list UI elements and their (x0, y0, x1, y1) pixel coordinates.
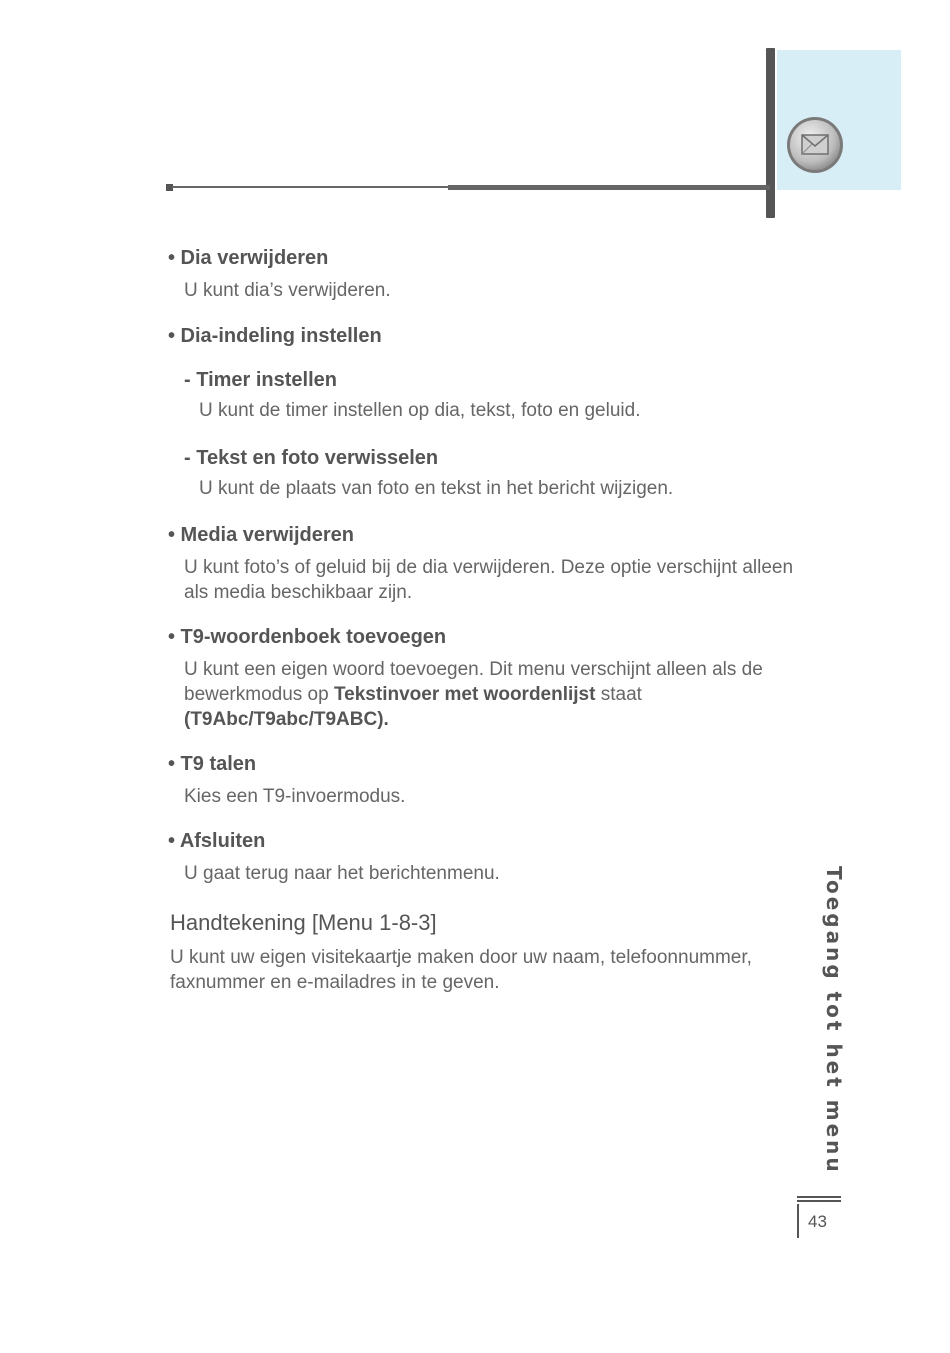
item-dia-indeling (168, 324, 382, 348)
item-body: U kunt dia’s verwijderen. (184, 280, 391, 301)
side-chapter-label: Toegang tot het menu (822, 866, 846, 1175)
header-vertical-bar (766, 48, 775, 218)
item-heading: • Dia-indeling instellen (168, 325, 382, 347)
page-number-rules (797, 1196, 841, 1204)
body-bold-text: Tekstinvoer met woordenlijst (333, 684, 596, 705)
item-heading: • Media verwijderen (168, 524, 354, 546)
subitem-tekst-foto (184, 446, 673, 501)
item-heading: • T9-woordenboek toevoegen (168, 626, 447, 648)
subitem-body: U kunt de plaats van foto en tekst in het bericht wijzigen. (199, 478, 674, 499)
page-number: 43 (808, 1212, 827, 1231)
item-media-verwijderen (168, 523, 808, 605)
item-afsluiten (168, 829, 500, 886)
section-body: U kunt uw eigen visitekaartje maken door uw naam, telefoonnummer, faxnummer en e-mailadres in te geven. (170, 947, 752, 993)
item-dia-verwijderen (168, 246, 391, 303)
item-body: U gaat terug naar het berichtenmenu. (184, 863, 500, 884)
header-rule-thin (172, 186, 452, 188)
item-body: U kunt foto’s of geluid bij de dia verwijderen. Deze optie verschijnt alleen als media beschikbaar zijn. (184, 557, 794, 603)
subitem-heading: - Tekst en foto verwisselen (184, 447, 439, 469)
envelope-icon (786, 116, 844, 174)
section-title: Handtekening [Menu 1-8-3] (170, 910, 437, 935)
item-t9-woordenboek (168, 625, 808, 732)
header-rule-thick (448, 185, 770, 190)
item-body (184, 657, 808, 732)
subitem-timer (184, 368, 640, 423)
item-heading: • T9 talen (168, 753, 257, 775)
subitem-body: U kunt de timer instellen op dia, tekst, foto en geluid. (199, 400, 641, 421)
item-heading: • Afsluiten (168, 830, 266, 852)
body-bold-text: (T9Abc/T9abc/T9ABC). (184, 709, 389, 730)
page-number-divider (797, 1204, 799, 1238)
item-heading: • Dia verwijderen (168, 247, 329, 269)
item-body: Kies een T9-invoermodus. (184, 786, 406, 807)
body-text: U kunt een eigen woord toevoegen. Dit menu verschijnt alleen als de bewerkmodus op (184, 659, 763, 705)
item-t9-talen (168, 752, 405, 809)
body-text: staat (595, 684, 642, 705)
subitem-heading: - Timer instellen (184, 369, 338, 391)
